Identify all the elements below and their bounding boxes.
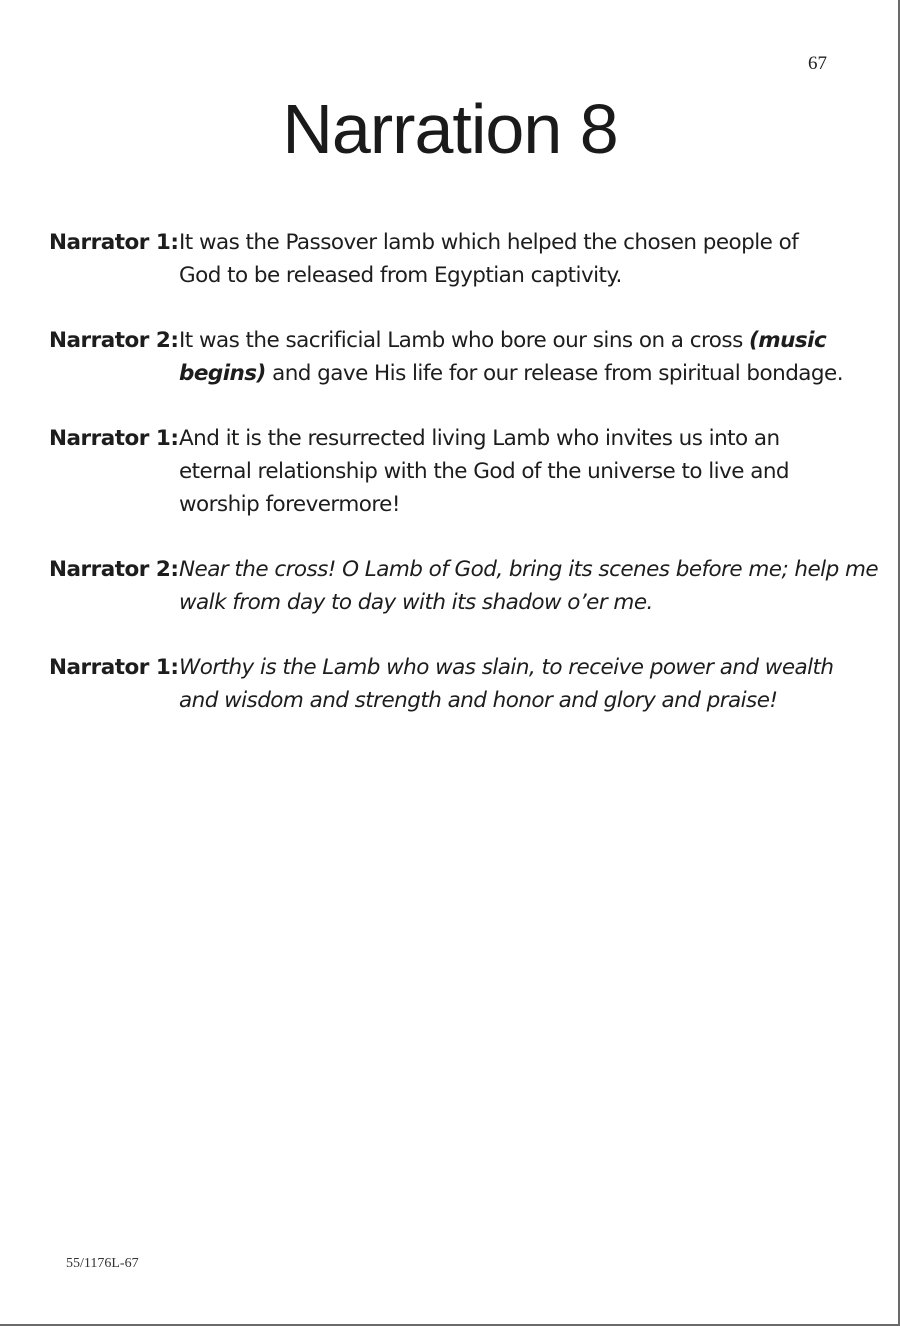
speech-line: God to be released from Egyptian captivity. — [179, 263, 622, 288]
page-number: 67 — [808, 53, 827, 74]
speech-fragment: It was the sacrificial Lamb who bore our sins on a cross — [179, 328, 749, 353]
speaker-label: Narrator 1: — [49, 230, 179, 255]
narration-entry — [49, 226, 869, 292]
speaker-label: Narrator 2: — [49, 328, 179, 353]
speech-line: It was the Passover lamb which helped the chosen people of — [179, 230, 799, 255]
narration-entry — [49, 324, 869, 390]
speech-line: Worthy is the Lamb who was slain, to receive power and wealth — [179, 655, 834, 680]
narration-entry — [49, 422, 869, 521]
speech-line: Near the cross! O Lamb of God, bring its scenes before me; help me — [179, 557, 879, 582]
speech-line: and wisdom and strength and honor and glory and praise! — [179, 688, 778, 713]
speech-line: walk from day to day with its shadow o’er me. — [179, 590, 653, 615]
page-title: Narration 8 — [282, 90, 618, 168]
speech-fragment: and gave His life for our release from spiritual bondage. — [265, 361, 843, 386]
narration-list — [49, 226, 879, 749]
speaker-label: Narrator 1: — [49, 426, 179, 451]
speaker-label: Narrator 2: — [49, 557, 179, 582]
speech-line: eternal relationship with the God of the universe to live and — [179, 459, 790, 484]
stage-direction: (music — [749, 328, 827, 353]
speaker-label: Narrator 1: — [49, 655, 179, 680]
narration-entry — [49, 553, 879, 619]
lyric-text — [179, 553, 878, 619]
stage-direction: begins) — [179, 361, 266, 386]
speech-text — [179, 324, 869, 390]
scripture-text — [179, 651, 869, 717]
narration-entry — [49, 651, 869, 717]
speech-text — [179, 226, 869, 292]
speech-line — [179, 324, 869, 357]
speech-line: worship forevermore! — [179, 492, 400, 517]
speech-line — [179, 357, 869, 390]
catalog-code: 55/1176L-67 — [66, 1256, 139, 1271]
speech-text — [179, 422, 869, 521]
speech-line: And it is the resurrected living Lamb who invites us into an — [179, 426, 780, 451]
